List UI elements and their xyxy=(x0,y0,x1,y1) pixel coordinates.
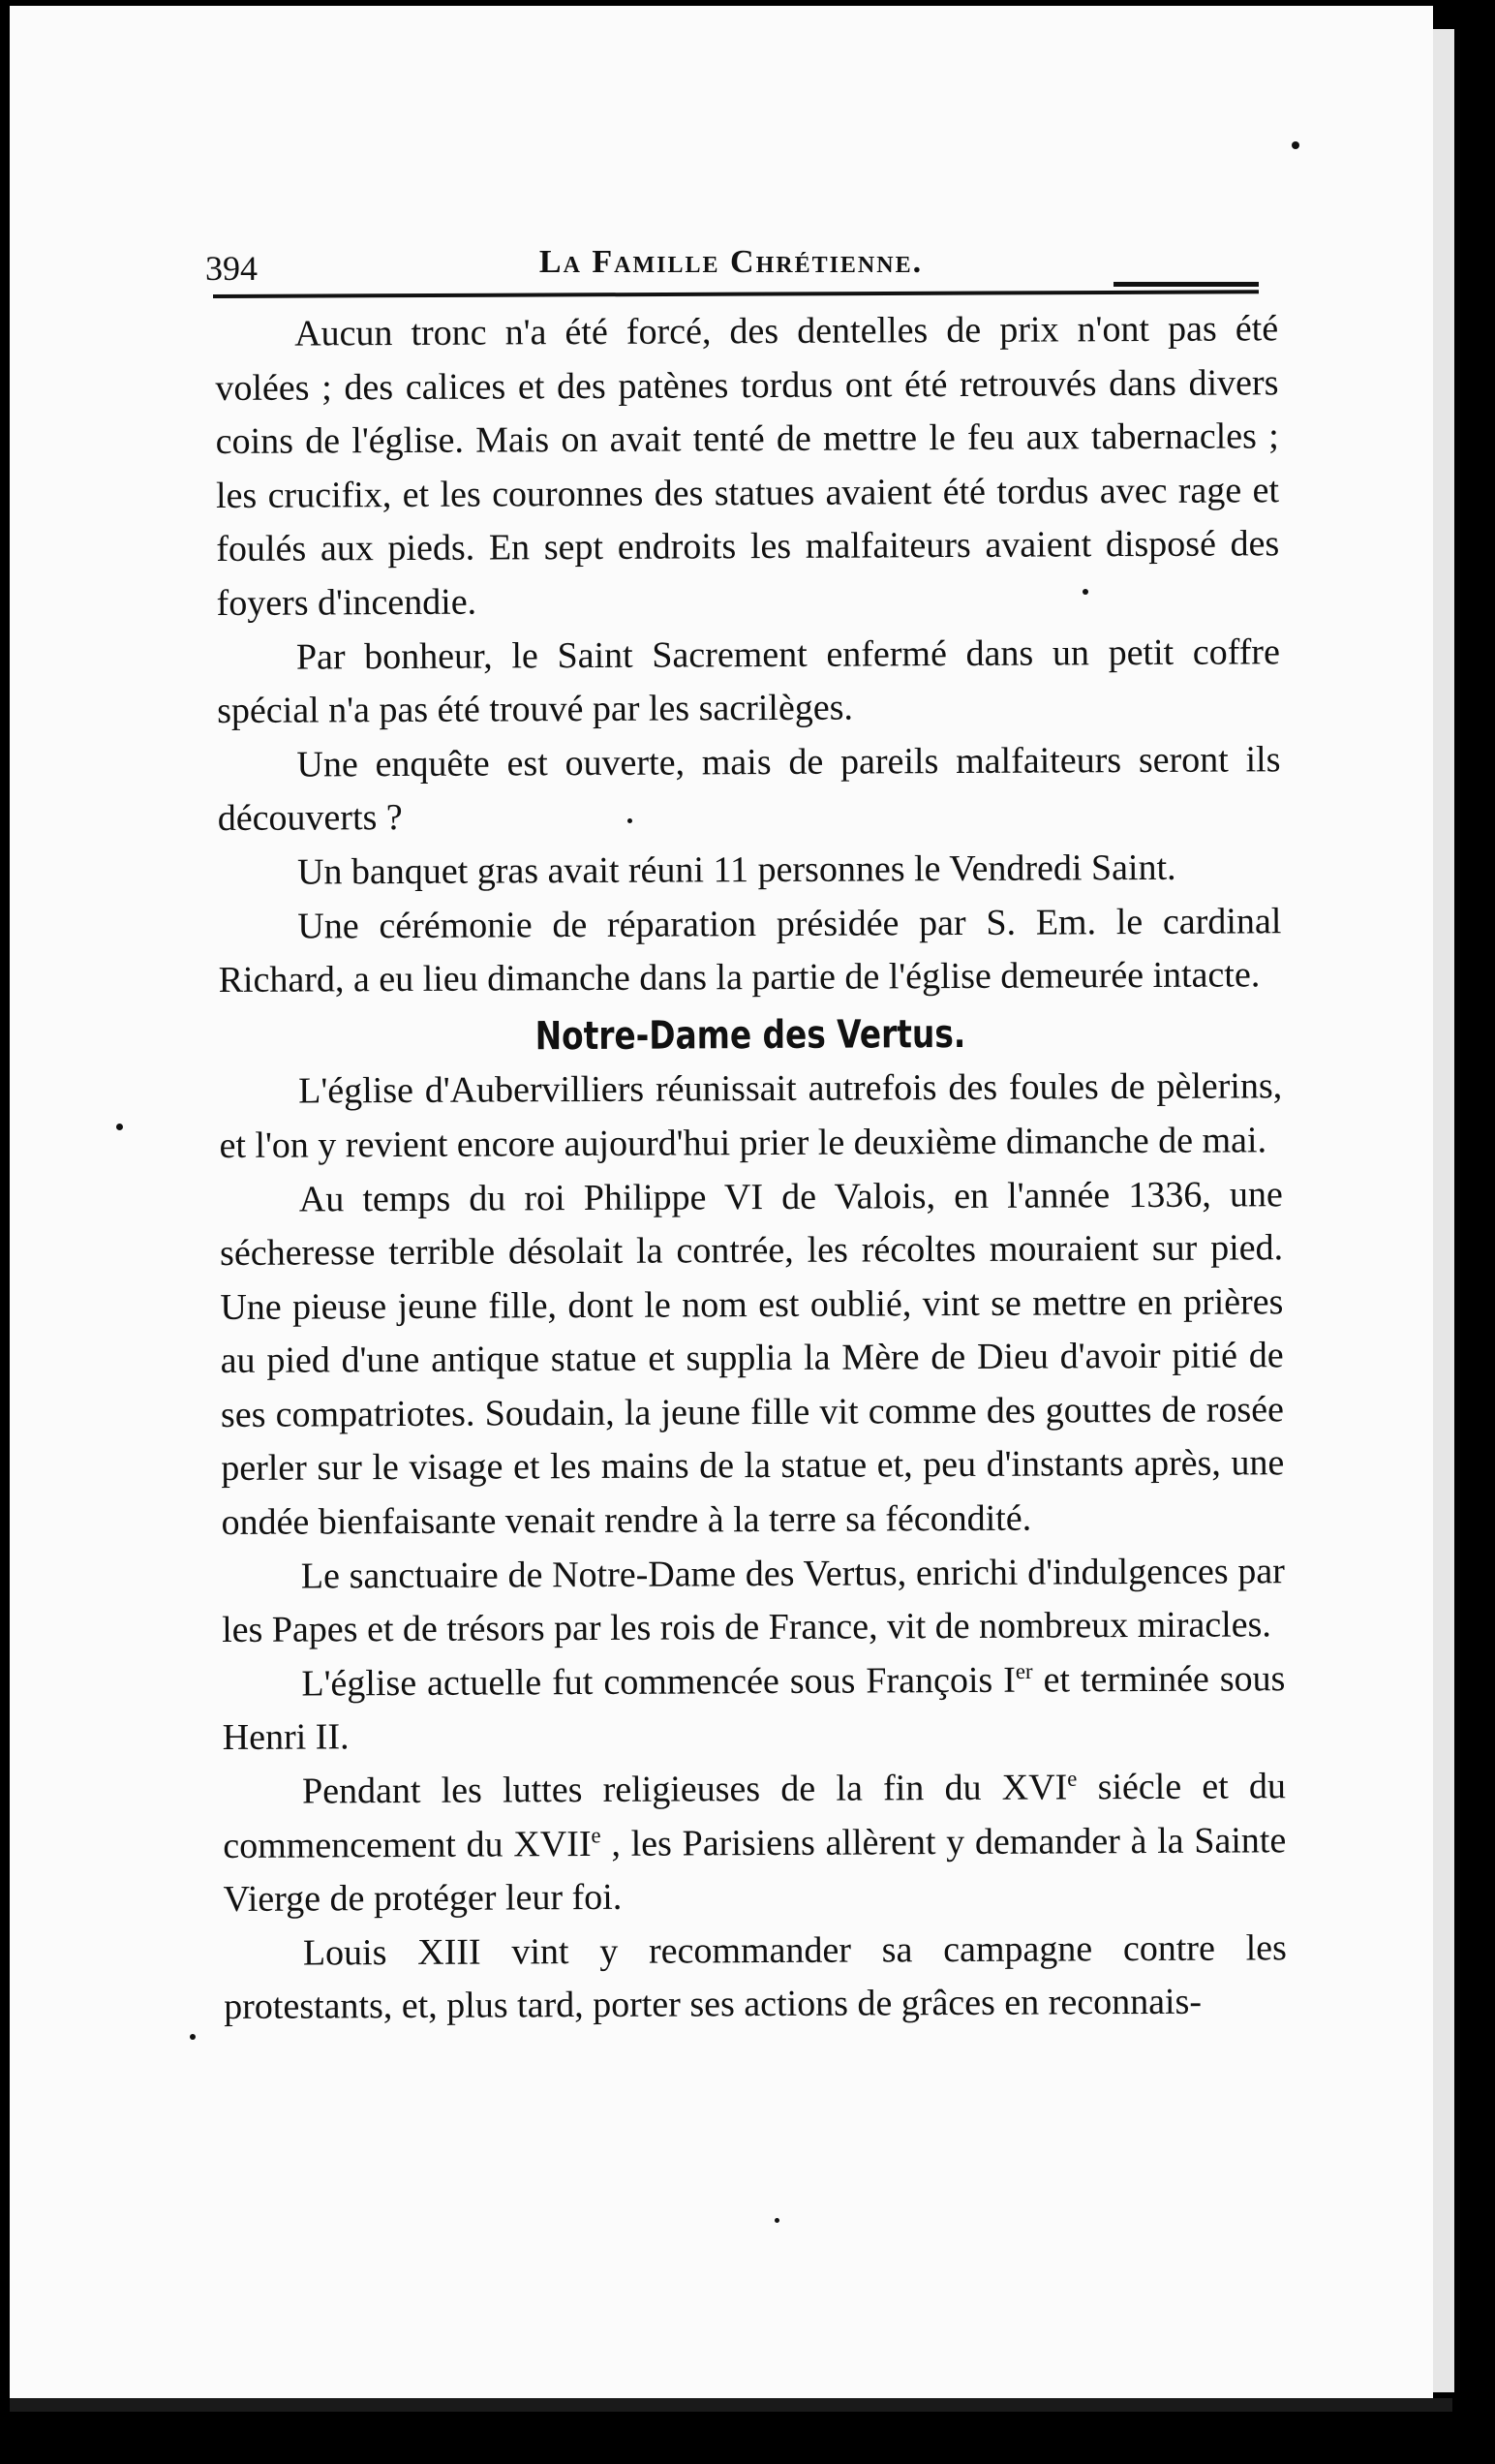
paragraph: Une enquête est ouverte, mais de pareils malfaiteurs seront ils découverts ? xyxy=(217,738,1281,840)
text-run: L'église actuelle fut commencée sous François I xyxy=(301,1659,1016,1705)
paragraph: Par bonheur, le Saint Sacrement enfermé dans un petit coffre spécial n'a pas été trouvé par les sacrilèges. xyxy=(217,631,1280,732)
ink-speck xyxy=(627,818,632,823)
page-edge xyxy=(1433,29,1454,2392)
ink-speck xyxy=(1292,141,1299,149)
paragraph: Louis XIII vint y recommander sa campagne contre les protestants, et, plus tard, porter ses actions de grâces en reconnais- xyxy=(224,1927,1287,2028)
paragraph: L'église d'Aubervilliers réunissait autrefois des foules de pèlerins, et l'on y revient encore aujourd'hui prier le deuxième dimanche de mai. xyxy=(219,1065,1283,1166)
paragraph xyxy=(223,1760,1287,1927)
body-text xyxy=(215,302,1287,2035)
ink-speck xyxy=(1083,589,1088,595)
text-run: , les Parisiens allèrent y demander à la Sainte Vierge de protéger leur foi. xyxy=(223,1819,1287,1921)
text-run: Pendant les luttes religieuses de la fin du XVI xyxy=(301,1767,1068,1812)
paragraph: Le sanctuaire de Notre-Dame des Vertus, enrichi d'indulgences par les Papes et de trésors par les rois de France, vit de nombreux miracles. xyxy=(222,1550,1285,1651)
page-number: 394 xyxy=(205,249,258,288)
superscript: e xyxy=(591,1822,601,1847)
ink-speck xyxy=(116,1124,123,1130)
paragraph: Aucun tronc n'a été forcé, des dentelles de prix n'ont pas été volées ; des calices et des patènes tordus ont été retrouvés dans divers coins de l'église. Mais on avait tenté de mettre le feu aux tabernacles ; les crucifix, et les couronnes des statues avaient été tordus avec rage et foulés aux pieds. En sept endroits les malfaiteurs avaient disposé des foyers d'incendie. xyxy=(215,308,1280,624)
paragraph: Au temps du roi Philippe VI de Valois, en l'année 1336, une sécheresse terrible désolait la contrée, les récoltes mouraient sur pied. Une pieuse jeune fille, dont le nom est oublié, vint se mettre en prières au pied d'une antique statue et supplia la Mère de Dieu d'avoir pitié de ses compatriotes. Soudain, la jeune fille vit comme des gouttes de rosée perler sur le visage et les mains de la statue et, peu d'instants après, une ondée bienfaisante venait rendre à la terre sa fécondité. xyxy=(220,1173,1285,1544)
ink-speck xyxy=(775,2218,779,2223)
ink-speck xyxy=(190,2034,196,2040)
superscript: er xyxy=(1015,1658,1033,1683)
paragraph: Une cérémonie de réparation présidée par S. Em. le cardinal Richard, a eu lieu dimanche dans la partie de l'église demeurée intacte. xyxy=(218,900,1282,1001)
text-run: et terminée sous Henri II. xyxy=(222,1658,1286,1759)
paragraph xyxy=(222,1652,1286,1766)
paragraph: Un banquet gras avait réuni 11 personnes le Vendredi Saint. xyxy=(296,847,1176,893)
page-bottom-edge xyxy=(10,2398,1452,2412)
superscript: e xyxy=(1067,1766,1078,1791)
header-rule-thick xyxy=(1114,282,1259,287)
text-run: siécle et du commencement du XVII xyxy=(223,1766,1287,1866)
page-header xyxy=(203,232,1259,291)
running-title: La Famille Chrétienne. xyxy=(538,244,924,280)
section-heading: Notre-Dame des Vertus. xyxy=(534,1011,966,1059)
